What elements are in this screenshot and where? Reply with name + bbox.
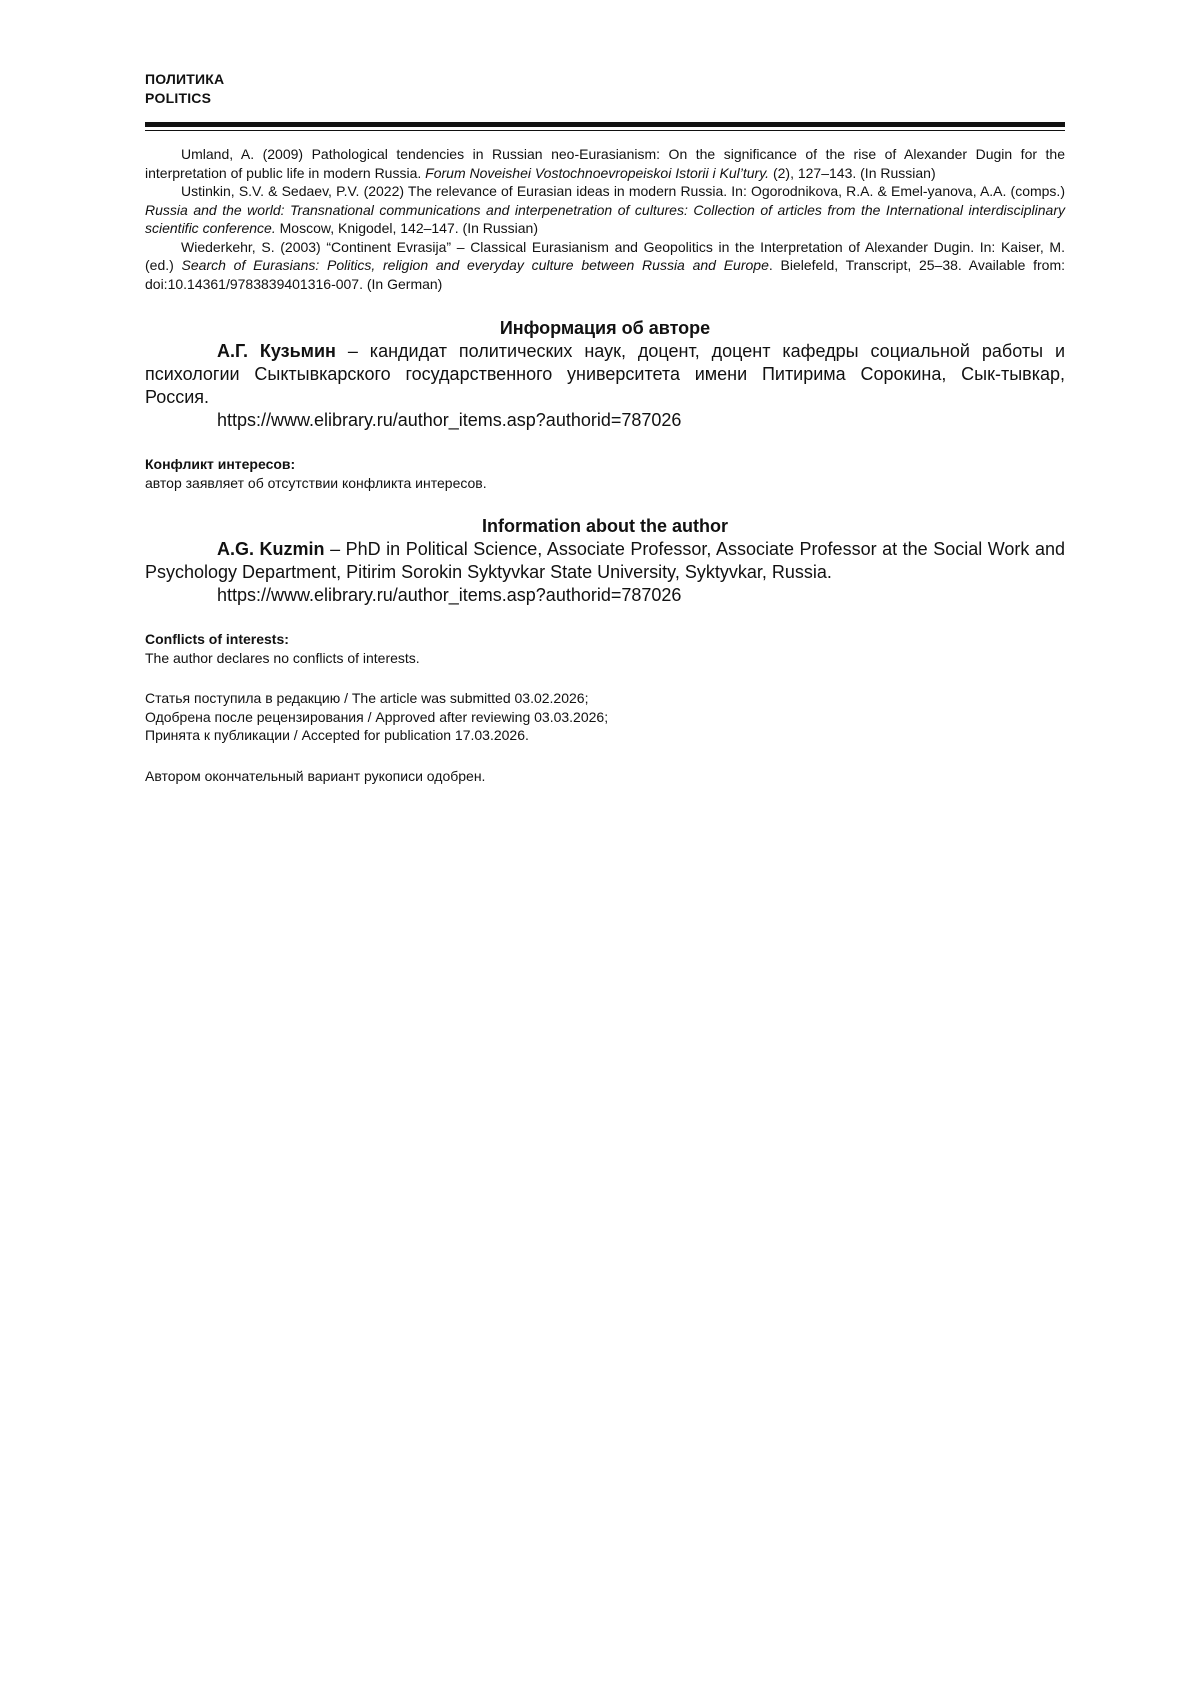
conflict-heading-en: Conflicts of interests:	[145, 631, 289, 647]
page	[145, 70, 1065, 785]
author-info-en	[145, 514, 1065, 607]
date-submitted: Статья поступила в редакцию / The article was submitted 03.02.2026;	[145, 690, 589, 706]
reference-text: Ustinkin, S.V. & Sedaev, P.V. (2022) The relevance of Eurasian ideas in modern Russia. In: Ogorodnikova, R.A. & Emel-yanova, A.A. (comps.)	[181, 183, 1065, 199]
header-section-ru: ПОЛИТИКА	[145, 71, 225, 87]
header-rule-thick	[145, 122, 1065, 127]
author-bio-en	[145, 538, 1065, 584]
date-approved: Одобрена после рецензирования / Approved after reviewing 03.03.2026;	[145, 708, 609, 725]
conflict-block-ru	[145, 455, 1065, 492]
author-info-title-en: Information about the author	[482, 516, 728, 536]
reference-source: Forum Noveishei Vostochnoevropeiskoi Istorii i Kul’tury.	[425, 164, 770, 181]
author-info-ru	[145, 316, 1065, 432]
conflict-text-ru: автор заявляет об отсутствии конфликта интересов.	[145, 474, 487, 491]
date-accepted: Принята к публикации / Accepted for publication 17.03.2026.	[145, 727, 529, 743]
header-rule-thin	[145, 130, 1065, 131]
author-name-en: A.G. Kuzmin	[217, 539, 325, 559]
running-header	[145, 70, 1065, 108]
author-profile-link-en[interactable]: https://www.elibrary.ru/author_items.asp?authorid=787026	[217, 585, 682, 605]
author-info-title-ru: Информация об авторе	[499, 318, 711, 338]
conflict-block-en	[145, 630, 1065, 667]
author-name-ru: А.Г. Кузьмин	[217, 341, 336, 361]
reference-pages: (2), 127–143. (In Russian)	[769, 164, 936, 181]
reference-text: Umland, A. (2009) Pathological tendencies in Russian neo-Eurasianism: On the significance of the rise of Alexander Dugin for the interpretation of public life in modern Russia.	[145, 146, 1065, 181]
reference-pages: . Bielefeld, Transcript, 25–38. Available from: doi:10.14361/9783839401316-007. (In German)	[145, 257, 1066, 292]
reference-item	[145, 238, 1065, 294]
reference-text: Wiederkehr, S. (2003) “Continent Evrasija” – Classical Eurasianism and Geopolitics in the Interpretation of Alexander Dugin. In: Kaiser, M. (ed.)	[145, 238, 1065, 273]
reference-list	[145, 145, 1065, 293]
reference-item	[145, 145, 1065, 182]
reference-source: Search of Eurasians: Politics, religion and everyday culture between Russia and Europe	[181, 257, 769, 273]
conflict-heading-ru: Конфликт интересов:	[145, 456, 296, 472]
final-note-block	[145, 767, 1065, 786]
header-section-en: POLITICS	[145, 90, 212, 106]
reference-item	[145, 182, 1065, 238]
final-note: Автором окончательный вариант рукописи одобрен.	[145, 767, 486, 784]
author-description-en: – PhD in Political Science, Associate Professor, Associate Professor at the Social Work and Psychology Department, Pitirim Sorokin Syktyvkar State University, Syktyvkar, Russia.	[145, 539, 1065, 582]
reference-source: Russia and the world: Transnational communications and interpenetration of cultures: Collection of articles from the International interdisciplinary scientific conference.	[145, 201, 1065, 236]
author-profile-link-ru[interactable]: https://www.elibrary.ru/author_items.asp?authorid=787026	[217, 410, 682, 430]
reference-pages: Moscow, Knigodel, 142–147. (In Russian)	[275, 220, 538, 236]
author-description-ru: – кандидат политических наук, доцент, доцент кафедры социальной работы и психологии Сыктывкарского государственного университета имени Питирима Сорокина, Сык-тывкар, Россия.	[145, 341, 1066, 407]
article-dates	[145, 689, 1065, 745]
conflict-text-en: The author declares no conflicts of interests.	[145, 649, 420, 666]
author-bio-ru	[145, 340, 1065, 409]
